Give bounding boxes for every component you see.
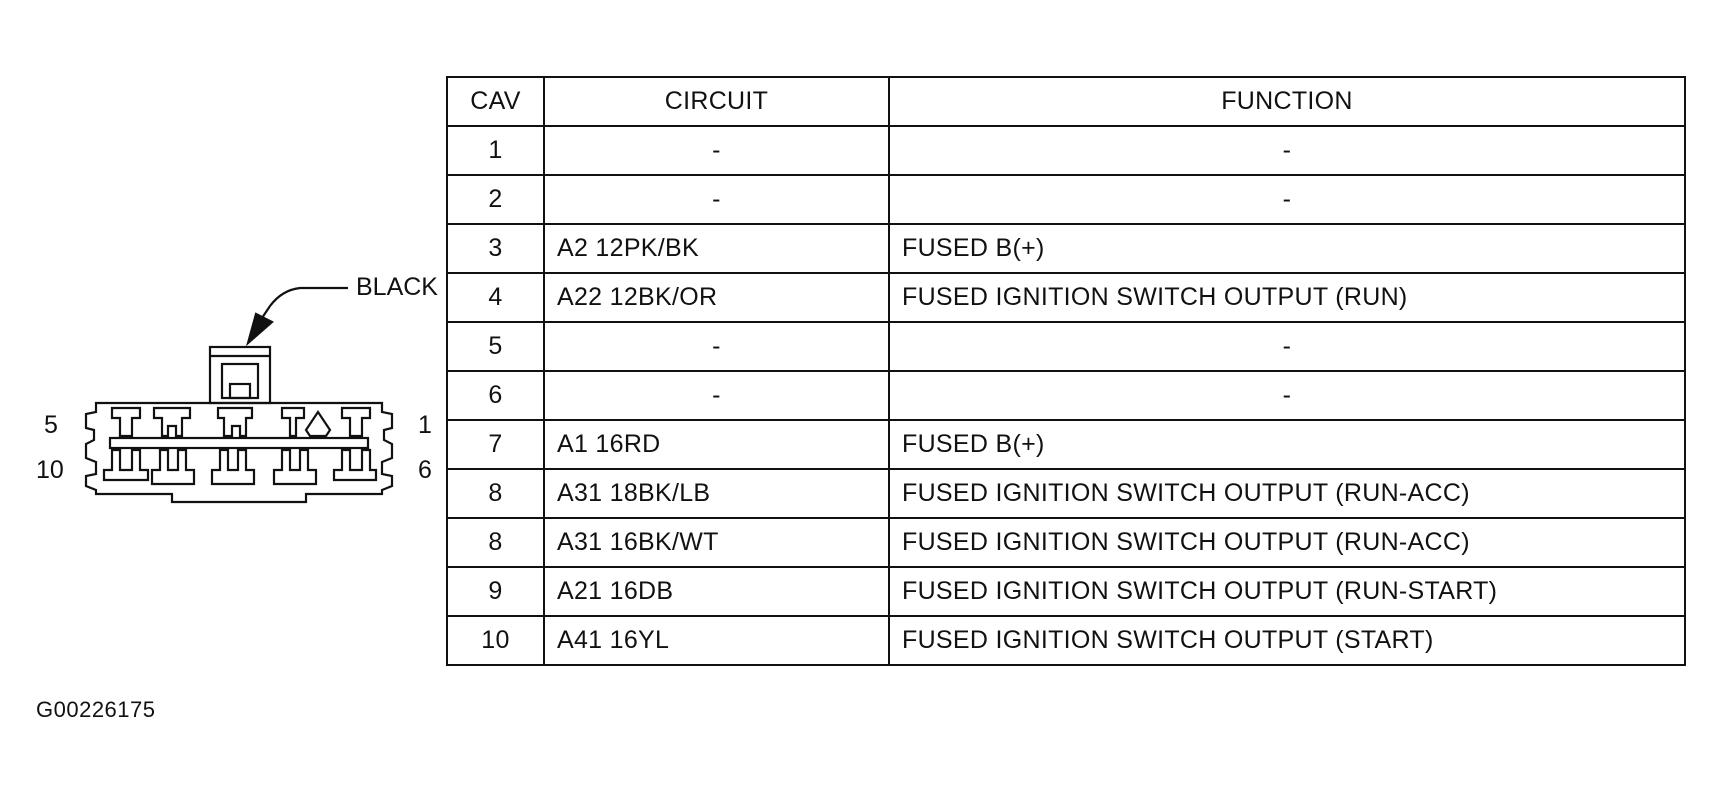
- header-circuit: CIRCUIT: [544, 77, 889, 126]
- cav-cell: 2: [447, 175, 544, 224]
- table-row: [447, 616, 1685, 665]
- bottom-row-cavities: [104, 450, 376, 484]
- table-body: [447, 126, 1685, 665]
- function-cell: FUSED B(+): [889, 420, 1685, 469]
- table-row: [447, 420, 1685, 469]
- circuit-cell: A31 16BK/WT: [544, 518, 889, 567]
- function-cell: FUSED IGNITION SWITCH OUTPUT (RUN-ACC): [889, 469, 1685, 518]
- header-cav: CAV: [447, 77, 544, 126]
- function-cell: -: [889, 371, 1685, 420]
- table-row: [447, 126, 1685, 175]
- circuit-cell: A1 16RD: [544, 420, 889, 469]
- connector-color-label: BLACK: [356, 273, 438, 301]
- circuit-cell: -: [544, 322, 889, 371]
- circuit-cell: -: [544, 126, 889, 175]
- pin-label-top-right: 1: [418, 411, 432, 439]
- cav-cell: 5: [447, 322, 544, 371]
- function-cell: -: [889, 126, 1685, 175]
- function-cell: -: [889, 175, 1685, 224]
- table-row: [447, 371, 1685, 420]
- function-cell: FUSED IGNITION SWITCH OUTPUT (RUN-START): [889, 567, 1685, 616]
- cav-cell: 6: [447, 371, 544, 420]
- function-cell: FUSED B(+): [889, 224, 1685, 273]
- center-divider: [110, 438, 368, 448]
- circuit-cell: A22 12BK/OR: [544, 273, 889, 322]
- circuit-cell: -: [544, 371, 889, 420]
- table-row: [447, 224, 1685, 273]
- header-function: FUNCTION: [889, 77, 1685, 126]
- table-row: [447, 322, 1685, 371]
- circuit-cell: -: [544, 175, 889, 224]
- table-row: [447, 518, 1685, 567]
- color-leader-line: [262, 288, 348, 318]
- function-cell: FUSED IGNITION SWITCH OUTPUT (START): [889, 616, 1685, 665]
- table-row: [447, 567, 1685, 616]
- top-row-cavities: [112, 408, 370, 436]
- cav-cell: 3: [447, 224, 544, 273]
- pin-label-bottom-left: 10: [36, 456, 64, 484]
- table-row: [447, 175, 1685, 224]
- cav-cell: 8: [447, 518, 544, 567]
- circuit-cell: A21 16DB: [544, 567, 889, 616]
- latch-tab: [222, 364, 258, 398]
- cav-cell: 4: [447, 273, 544, 322]
- color-leader-arrow: [248, 314, 272, 343]
- function-cell: FUSED IGNITION SWITCH OUTPUT (RUN-ACC): [889, 518, 1685, 567]
- figure-id: G00226175: [36, 697, 156, 722]
- cav-cell: 9: [447, 567, 544, 616]
- circuit-cell: A41 16YL: [544, 616, 889, 665]
- cav-cell: 10: [447, 616, 544, 665]
- function-cell: -: [889, 322, 1685, 371]
- function-cell: FUSED IGNITION SWITCH OUTPUT (RUN): [889, 273, 1685, 322]
- cav-cell: 7: [447, 420, 544, 469]
- table-row: [447, 469, 1685, 518]
- cav-cell: 8: [447, 469, 544, 518]
- pin-label-top-left: 5: [44, 411, 58, 439]
- cav-cell: 1: [447, 126, 544, 175]
- table-header-row: [447, 77, 1685, 126]
- table-row: [447, 273, 1685, 322]
- circuit-cell: A2 12PK/BK: [544, 224, 889, 273]
- circuit-cell: A31 18BK/LB: [544, 469, 889, 518]
- pin-assignment-table: [446, 76, 1686, 666]
- pin-label-bottom-right: 6: [418, 456, 432, 484]
